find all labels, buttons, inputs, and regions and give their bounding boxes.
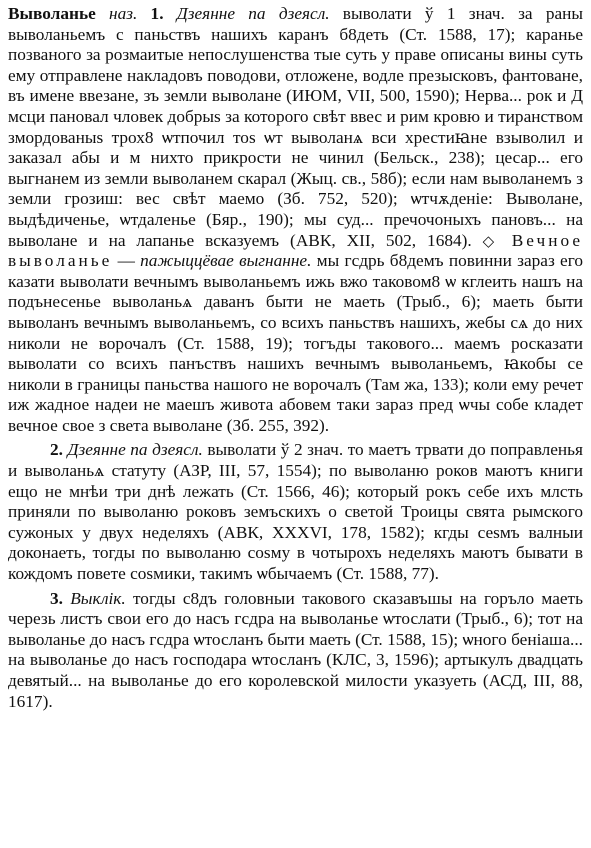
entry-sense-1 xyxy=(8,4,583,436)
sense-1-definition: Дзеянне па дзеясл. xyxy=(163,4,330,23)
sense-2-definition: Дзеянне па дзеясл. xyxy=(62,440,203,460)
set-phrase-quotations: мы гсдрь б8демъ повинни зараз его казати выволати вечнымъ выволаньемъ ижь вжо таковом8 ѡ кглеить нашъ на подънесенье выволаньѧ даванъ быти не маеть (Трыб., 6); маеть быти выволанъ вечнымъ выволаньемъ, со всихъ паньствъ нашихъ, жебы сѧ до них николи не ворочалъ (Ст. 1588, 19); тогъды такового... маемъ росказати выволати со всихъ панъствъ нашихъ вечнымъ выволаньемъ, ꙗкобы се николи в границы паньства нашого не ворочалъ (Там жа, 133); коли ему речет иж жадное надеи не маешъ живота абовем таки зараз пред ѡчы собе кладет вечное свое з света выволане (Зб. 255, 392). xyxy=(8,251,584,435)
entry-sense-3 xyxy=(8,589,583,713)
sense-1-reference: выволати ў 1 знач. xyxy=(329,4,505,23)
set-phrase: Вечное выволанье xyxy=(8,230,583,271)
sense-1-quotations: за раны выволаньемъ с паньствъ нашихъ каранъ б8деть (Ст. 1588, 17); караньe позваного за розмаитые непослушенства тые суть у праве описаны вины суть ему отправлене накладовъ поводови, отложене, водле презысковъ, фантоване, въ имене ввезане, зъ земли выволане (ИЮМ, VII, 500, 1590); Нерва... рок и Д мсци пановал чловек добрыs за которого свѣт ввес и рим кровю и тиранством змордованыs трох8 ѡтпочил тоs ѡт выволанѧ вси хрестиꙗне взыволил и заказал абы и м нихто прикрости не чинил (Бельск., 238); цесар... его выгнанем из земли выволанем скарал (Жыц. св., 58б); если нам выволанемъ з земли грозиш: вес свѣт маемо (Зб. 752, 520); ѡтчѫденіе: Выволане, выдѣдиченье, ѡтдаленье (Бяр., 190); мы суд... пречочоныхъ пановъ... на выволане и на лапанье всказуемъ (АВК, XII, 502, 1684). xyxy=(8,4,583,250)
sense-2-quotations: то маетъ трвати до поправленья и выволаньѧ статуту (АЗР, III, 57, 1554); по выволаню роков маютъ книги ещо не мнѣи три днѣ лежать (Ст. 1566, 46); который рокъ себе ихъ млсть приняли по выволаню роковъ земъскихъ о светой Троицы свята рымского сужоных у двух неделяхъ (АВК, XXXVI, 178, 1582); кгды сеsмъ валныи доконаеть, тогды по выволаню соsму в чотырохъ неделяхъ маютъ бывати в кождомъ повете соsмики, такимъ ѡбычаемъ (Ст. 1588, 77). xyxy=(8,440,584,584)
phrase-dash: — xyxy=(112,251,141,271)
sense-2-reference: выволати ў 2 знач. xyxy=(202,440,344,460)
phrase-diamond-icon: ◇ xyxy=(482,231,501,250)
sense-2-number: 2. xyxy=(50,440,63,460)
entry-sense-2 xyxy=(8,440,583,584)
sense-3-definition: Выклік. xyxy=(62,588,126,608)
sense-3-number: 3. xyxy=(50,588,63,608)
sense-1-number: 1. xyxy=(150,4,164,23)
set-phrase-definition: пажыццёвае выгнанне. xyxy=(140,251,312,271)
part-of-speech: наз. xyxy=(95,4,151,23)
headword: Выволанье xyxy=(8,4,96,23)
sense-3-quotations: тогды с8дъ головныи такового сказавъшы на горъло маеть черезь листъ свои его до насъ гсдра на выволанье ѡтослати (Трыб., 6); тот на выволанье до насъ гсдра ѡтосланъ быти маеть (Ст. 1588, 15); ѡного беніаша... на выволанье до насъ господара ѡтосланъ (КЛС, 3, 1596); артыкулъ двадцать девятый... на выволанье до его королевской милости указуеть (АСД, III, 88, 1617). xyxy=(8,588,583,711)
